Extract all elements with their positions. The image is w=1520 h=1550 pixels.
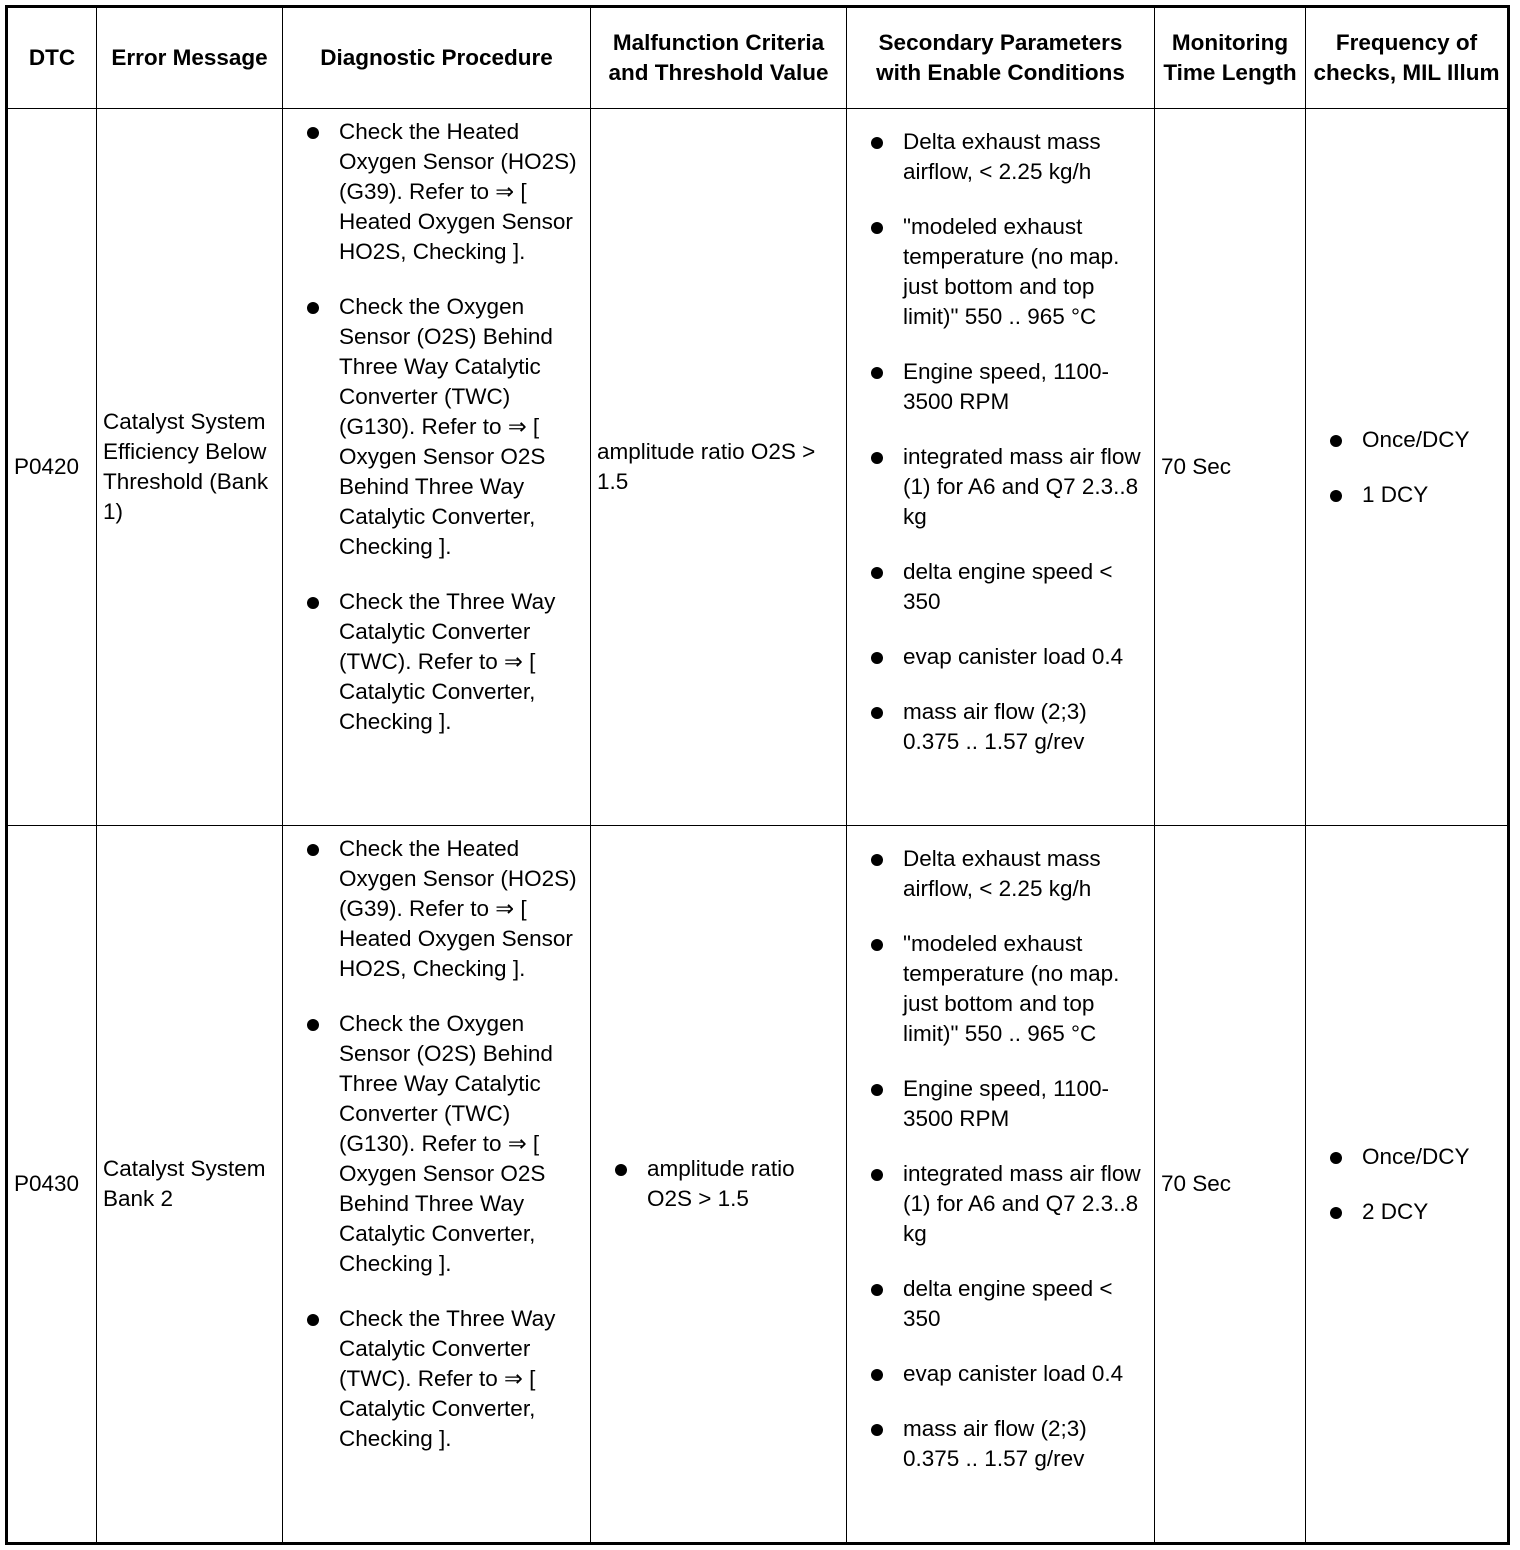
header-error-message: Error Message — [97, 7, 283, 109]
monitoring-time: 70 Sec — [1155, 826, 1306, 1544]
dtc-code: P0420 — [7, 109, 97, 826]
parameter-item: evap canister load 0.4 — [853, 642, 1148, 672]
diagnostic-procedure — [283, 826, 591, 1544]
frequency-item: Once/DCY — [1312, 425, 1501, 455]
frequency-item: Once/DCY — [1312, 1142, 1501, 1172]
header-frequency: Frequency of checks, MIL Illum — [1306, 7, 1509, 109]
header-secondary-parameters: Secondary Parameters with Enable Conditions — [847, 7, 1155, 109]
monitoring-time: 70 Sec — [1155, 109, 1306, 826]
parameter-item: Engine speed, 1100-3500 RPM — [853, 357, 1148, 417]
dtc-table — [5, 5, 1510, 1545]
procedure-item: Check the Three Way Catalytic Converter (TWC). Refer to ⇒ [ Catalytic Converter, Checking ]. — [289, 587, 584, 737]
parameter-item: Engine speed, 1100-3500 RPM — [853, 1074, 1148, 1134]
parameter-item: "modeled exhaust temperature (no map. just bottom and top limit)" 550 .. 965 °C — [853, 929, 1148, 1049]
header-dtc: DTC — [7, 7, 97, 109]
error-message: Catalyst System Bank 2 — [97, 826, 283, 1544]
table-row — [7, 826, 1509, 1544]
parameter-item: integrated mass air flow (1) for A6 and Q7 2.3..8 kg — [853, 1159, 1148, 1249]
frequency — [1306, 826, 1509, 1544]
parameter-item: "modeled exhaust temperature (no map. just bottom and top limit)" 550 .. 965 °C — [853, 212, 1148, 332]
frequency-item: 2 DCY — [1312, 1197, 1501, 1227]
secondary-parameters — [847, 826, 1155, 1544]
criteria-item: amplitude ratio O2S > 1.5 — [597, 1154, 840, 1214]
header-monitoring-time: Monitoring Time Length — [1155, 7, 1306, 109]
procedure-item: Check the Oxygen Sensor (O2S) Behind Three Way Catalytic Converter (TWC) (G130). Refer to ⇒ [ Oxygen Sensor O2S Behind Three Way Catalytic Converter, Checking ]. — [289, 292, 584, 562]
parameter-item: delta engine speed < 350 — [853, 1274, 1148, 1334]
parameter-item: mass air flow (2;3) 0.375 .. 1.57 g/rev — [853, 697, 1148, 757]
parameter-item: evap canister load 0.4 — [853, 1359, 1148, 1389]
malfunction-criteria — [591, 826, 847, 1544]
dtc-code: P0430 — [7, 826, 97, 1544]
frequency-item: 1 DCY — [1312, 480, 1501, 510]
parameter-item: Delta exhaust mass airflow, < 2.25 kg/h — [853, 127, 1148, 187]
parameter-item: delta engine speed < 350 — [853, 557, 1148, 617]
header-diagnostic-procedure: Diagnostic Procedure — [283, 7, 591, 109]
parameter-item: integrated mass air flow (1) for A6 and Q7 2.3..8 kg — [853, 442, 1148, 532]
diagnostic-procedure — [283, 109, 591, 826]
secondary-parameters — [847, 109, 1155, 826]
frequency — [1306, 109, 1509, 826]
error-message: Catalyst System Efficiency Below Threshold (Bank 1) — [97, 109, 283, 826]
header-row — [7, 7, 1509, 109]
procedure-item: Check the Three Way Catalytic Converter (TWC). Refer to ⇒ [ Catalytic Converter, Checking ]. — [289, 1304, 584, 1454]
procedure-item: Check the Heated Oxygen Sensor (HO2S) (G39). Refer to ⇒ [ Heated Oxygen Sensor HO2S, Checking ]. — [289, 117, 584, 267]
malfunction-criteria: amplitude ratio O2S > 1.5 — [591, 109, 847, 826]
procedure-item: Check the Heated Oxygen Sensor (HO2S) (G39). Refer to ⇒ [ Heated Oxygen Sensor HO2S, Checking ]. — [289, 834, 584, 984]
header-malfunction-criteria: Malfunction Criteria and Threshold Value — [591, 7, 847, 109]
parameter-item: Delta exhaust mass airflow, < 2.25 kg/h — [853, 844, 1148, 904]
table-row — [7, 109, 1509, 826]
procedure-item: Check the Oxygen Sensor (O2S) Behind Three Way Catalytic Converter (TWC) (G130). Refer to ⇒ [ Oxygen Sensor O2S Behind Three Way Catalytic Converter, Checking ]. — [289, 1009, 584, 1279]
parameter-item: mass air flow (2;3) 0.375 .. 1.57 g/rev — [853, 1414, 1148, 1474]
